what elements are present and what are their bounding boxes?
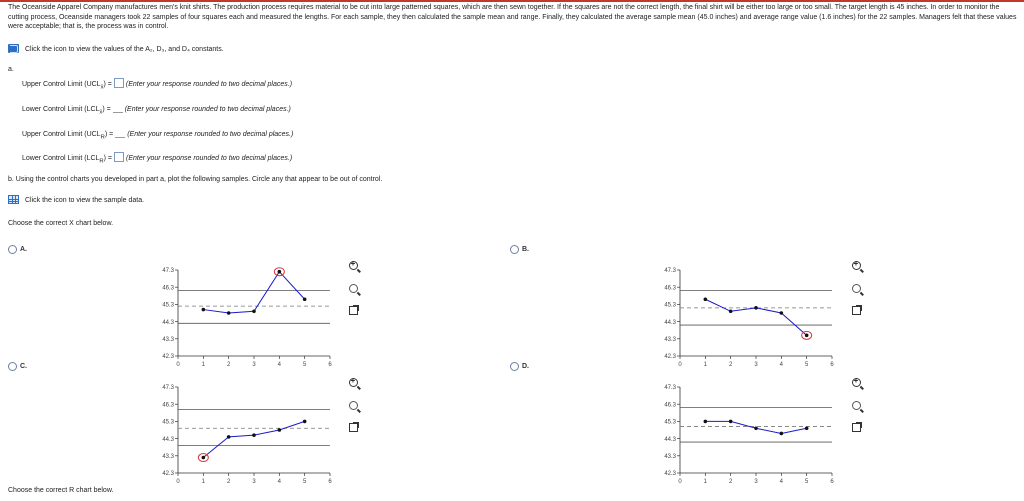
option-d-radio[interactable]: [510, 362, 519, 371]
question-lcl-r: Lower Control Limit $(LCL_R)$ = (Enter your response rounded to two decimal places.): [22, 152, 292, 164]
ucl-x-input[interactable]: [114, 78, 124, 88]
popout-icon[interactable]: [347, 421, 359, 433]
x-tick-label: 4: [277, 479, 282, 485]
y-tick-label: 42.3: [664, 354, 676, 361]
zoom-out-icon[interactable]: [850, 282, 862, 294]
x-tick-label: 1: [703, 479, 708, 485]
series-line: [203, 421, 304, 457]
y-tick-label: 44.3: [162, 436, 174, 443]
series-line: [705, 299, 806, 335]
data-point: [202, 308, 206, 312]
y-tick-label: 47.3: [162, 385, 174, 392]
choose-x-prompt: Choose the correct X chart below.: [8, 220, 114, 227]
data-point: [202, 456, 206, 460]
constants-link-text[interactable]: Click the icon to view the values of the A₂, D₃, and D₄ constants.: [25, 46, 224, 53]
data-point: [303, 420, 307, 424]
y-tick-label: 45.3: [162, 419, 174, 426]
data-point: [227, 435, 231, 439]
x-tick-label: 5: [804, 479, 809, 485]
y-tick-label: 46.3: [162, 285, 174, 292]
y-tick-label: 43.3: [162, 337, 174, 343]
x-tick-label: 0: [678, 479, 682, 485]
x-chart-option-a: [148, 262, 348, 372]
x-chart-option-b: [650, 262, 850, 372]
y-tick-label: 46.3: [664, 285, 676, 292]
data-point: [252, 309, 256, 313]
option-a-radio[interactable]: [8, 245, 17, 254]
data-table-icon[interactable]: [8, 195, 19, 204]
data-point: [805, 334, 809, 338]
ucl-r-input[interactable]: [115, 128, 125, 138]
part-a-label: a.: [8, 66, 14, 73]
zoom-out-icon[interactable]: [850, 399, 862, 411]
data-point: [303, 297, 307, 301]
zoom-in-icon[interactable]: [850, 376, 862, 388]
y-tick-label: 44.3: [664, 436, 676, 443]
zoom-in-icon[interactable]: [850, 259, 862, 271]
x-tick-label: 6: [830, 362, 834, 368]
x-tick-label: 3: [754, 362, 758, 368]
y-tick-label: 47.3: [664, 385, 676, 392]
x-tick-label: 4: [779, 362, 784, 368]
y-tick-label: 47.3: [162, 268, 174, 275]
data-point: [278, 428, 282, 432]
option-d-label: D.: [522, 363, 529, 370]
y-tick-label: 45.3: [162, 302, 174, 309]
data-point: [729, 309, 733, 313]
y-tick-label: 46.3: [162, 402, 174, 409]
x-chart-option-c: [148, 379, 348, 489]
x-tick-label: 2: [728, 362, 733, 368]
y-tick-label: 45.3: [664, 419, 676, 426]
x-tick-label: 6: [830, 479, 834, 485]
x-tick-label: 6: [328, 362, 332, 368]
sample-link-row[interactable]: [8, 195, 144, 204]
data-point: [805, 426, 809, 430]
option-a-label: A.: [20, 246, 27, 253]
question-ucl-x: Upper Control Limit $(UCL_{x̄})$ = (Enter your response rounded to two decimal places.): [22, 78, 292, 90]
chart-svg: [148, 262, 348, 372]
zoom-out-icon[interactable]: [347, 399, 359, 411]
chart-svg: [650, 379, 850, 489]
x-tick-label: 2: [226, 479, 231, 485]
zoom-in-icon[interactable]: [347, 259, 359, 271]
x-tick-label: 0: [176, 362, 180, 368]
data-point: [780, 432, 784, 436]
x-tick-label: 4: [779, 479, 784, 485]
x-tick-label: 4: [277, 362, 282, 368]
data-point: [754, 306, 758, 310]
option-c-radio[interactable]: [8, 362, 17, 371]
y-tick-label: 43.3: [664, 337, 676, 343]
lcl-r-input[interactable]: [114, 152, 124, 162]
option-b-label: B.: [522, 246, 529, 253]
x-tick-label: 2: [226, 362, 231, 368]
problem-intro: The Oceanside Apparel Company manufactures men's knit shirts. The production process requires material to be cut into large patterned squares, which are then sewn together. If the squares are not the correct length, the final shirt will be either too large or too small. The target length is 45 inches. In order to monitor the cutting process, Oceanside managers took 22 samples of four squares each and measured the lengths. For each sample, they then calculated the sample mean and range. Finally, they calculated the average sample mean (45.0 inches) and average range value (1.6 inches) for the 22 samples. Managers felt that these values were acceptable; that is, the process was in control.: [8, 4, 1017, 30]
y-tick-label: 42.3: [162, 354, 174, 361]
top-accent-bar: [0, 0, 1024, 2]
x-tick-label: 1: [201, 362, 206, 368]
question-ucl-r: Upper Control Limit $(UCL_R)$ = (Enter your response rounded to two decimal places.): [22, 128, 293, 140]
chart-svg: [650, 262, 850, 372]
x-chart-option-d: [650, 379, 850, 489]
popout-icon[interactable]: [850, 421, 862, 433]
data-point: [754, 426, 758, 430]
y-tick-label: 42.3: [664, 471, 676, 478]
data-point: [704, 420, 708, 424]
data-point: [227, 311, 231, 315]
zoom-in-icon[interactable]: [347, 376, 359, 388]
y-tick-label: 45.3: [664, 302, 676, 309]
popout-icon[interactable]: [347, 304, 359, 316]
x-tick-label: 3: [252, 479, 256, 485]
lcl-x-input[interactable]: [113, 103, 123, 113]
part-b-text: b. Using the control charts you developed in part a, plot the following samples. Circle any that appear to be out of control.: [8, 176, 383, 183]
choose-r-prompt: Choose the correct R chart below.: [8, 487, 114, 494]
option-b-radio[interactable]: [510, 245, 519, 254]
sample-link-text[interactable]: Click the icon to view the sample data.: [25, 197, 145, 204]
x-tick-label: 2: [728, 479, 733, 485]
option-c-label: C.: [20, 363, 27, 370]
data-point: [278, 270, 282, 274]
y-tick-label: 47.3: [664, 268, 676, 275]
chart-svg: [148, 379, 348, 489]
book-icon[interactable]: [8, 44, 19, 53]
x-tick-label: 1: [201, 479, 206, 485]
x-tick-label: 5: [804, 362, 809, 368]
x-tick-label: 1: [703, 362, 708, 368]
y-tick-label: 46.3: [664, 402, 676, 409]
question-lcl-x: Lower Control Limit $(LCL_{x̄})$ = (Enter your response rounded to two decimal places.): [22, 103, 291, 115]
y-tick-label: 44.3: [162, 319, 174, 326]
x-tick-label: 6: [328, 479, 332, 485]
data-point: [252, 433, 256, 437]
series-line: [203, 272, 304, 313]
y-tick-label: 42.3: [162, 471, 174, 478]
x-tick-label: 5: [302, 362, 307, 368]
zoom-out-icon[interactable]: [347, 282, 359, 294]
x-tick-label: 0: [678, 362, 682, 368]
constants-link-row[interactable]: [8, 44, 224, 53]
y-tick-label: 43.3: [664, 454, 676, 460]
popout-icon[interactable]: [850, 304, 862, 316]
data-point: [704, 297, 708, 301]
x-tick-label: 3: [754, 479, 758, 485]
x-tick-label: 5: [302, 479, 307, 485]
x-tick-label: 3: [252, 362, 256, 368]
y-tick-label: 43.3: [162, 454, 174, 460]
data-point: [729, 420, 733, 424]
x-tick-label: 0: [176, 479, 180, 485]
y-tick-label: 44.3: [664, 319, 676, 326]
data-point: [780, 311, 784, 315]
